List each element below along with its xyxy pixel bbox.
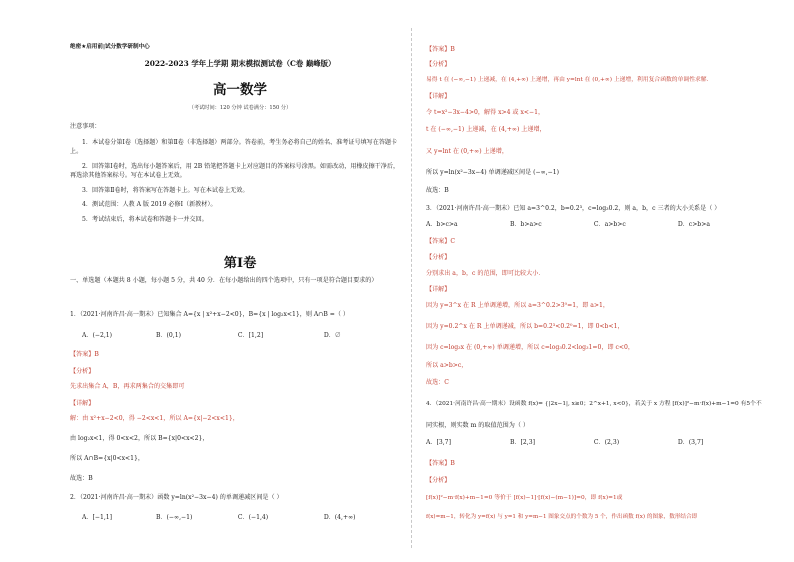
option: B．[2,3] (509, 439, 535, 446)
notice-list (70, 138, 400, 229)
option: D．(3,7] (677, 439, 704, 446)
detail-line: 故选：C (426, 379, 449, 386)
option: C．(−1,4) (237, 514, 269, 521)
detail-line: 又 y=lnt 在 (0,+∞) 上递增， (426, 148, 508, 155)
detail-line: 因为 y=0.2^x 在 R 上单调递减，所以 b=0.2³<0.2⁰=1，即 0<b<1， (426, 323, 624, 330)
question-4-stem: 4．（2021·河南许昌·高一期末）设函数 f(x)= {|2x−1|, x≥0；2^x+1, x<0}，若关于 x 方程 [f(x)]²−m·f(x)+m−1=0 有5个不 (426, 401, 762, 407)
question-2-options (82, 512, 402, 521)
detail-label: 【详解】 (70, 400, 95, 407)
answer-label: 【答案】C (426, 238, 456, 245)
option: D．∅ (323, 332, 341, 339)
detail-line: 所以 a>b>c， (426, 362, 468, 369)
option: B．(0,1) (155, 332, 181, 339)
detail-line: 所以 A∩B={x|0<x<1}， (70, 455, 144, 462)
answer-label: 【答案】B (426, 460, 455, 467)
detail-line: 故选：B (426, 187, 449, 194)
analysis-label: 【分析】 (426, 254, 451, 261)
option: A．(−2,1) (82, 332, 113, 339)
section-intro: 一、单选题（本题共 8 小题，每小题 5 分，共 40 分．在每小题给出的四个选项中，只有一项是符合题目要求的） (70, 277, 378, 284)
subject-title: 高一数学 (213, 82, 267, 98)
secret-label: 绝密★启用前|试分数学研制中心 (70, 44, 150, 50)
question-4-options (426, 437, 756, 446)
notice-item: 2．回答第Ⅰ卷时，选出每小题答案后，用 2B 铅笔把答题卡上对应题目的答案标号涂黑。如需改动，用橡皮擦干净后，再选涂其他答案标号。写在本试卷上无效。 (70, 162, 400, 179)
detail-label: 【详解】 (426, 286, 451, 293)
exam-meta: （考试时间：120 分钟 试卷满分：150 分） (188, 105, 292, 111)
answer-label: 【答案】B (70, 351, 99, 358)
detail-line: 因为 y=3^x 在 R 上单调递增，所以 a=3^0.2>3⁰=1，即 a>1， (426, 302, 609, 309)
question-3-stem: 3．（2021·河南许昌·高一期末）已知 a=3^0.2，b=0.2³，c=log₃0.2，则 a，b，c 三者的大小关系是（ ） (426, 205, 721, 212)
analysis-text: 先求出集合 A，B，再求两集合的交集即可 (70, 383, 185, 390)
detail-line: t 在 (−∞,−1) 上递减，在 (4,+∞) 上递增， (426, 126, 546, 133)
detail-label: 【详解】 (426, 93, 451, 100)
analysis-label: 【分析】 (426, 477, 451, 484)
column-divider (411, 28, 412, 548)
analysis-text: f(x)=m−1，转化为 y=f(x) 与 y=1 和 y=m−1 图象交点的个数为 5 个，作出函数 f(x) 的图象，数形结合即 (426, 514, 698, 520)
option: C．[1,2] (237, 332, 264, 339)
option: D．c>b>a (677, 221, 710, 228)
detail-line: 故选：B (70, 475, 93, 482)
question-2-stem: 2．（2021·河南许昌·高一期末）函数 y=ln(x²−3x−4) 的单调递减区间是（ ） (70, 494, 283, 501)
option: C．a>b>c (593, 221, 626, 228)
question-1-options (82, 330, 402, 339)
option: A．[−1,1] (82, 514, 113, 521)
analysis-label: 【分析】 (426, 61, 451, 68)
detail-line: 令 t=x²−3x−4>0，解得 x>4 或 x<−1， (426, 109, 545, 116)
option: A．[3,7] (426, 439, 451, 446)
detail-line (70, 413, 239, 422)
analysis-text: [f(x)]²−m·f(x)+m−1=0 等价于 [f(x)−1]·[f(x)−(m−1)]=0，即 f(x)=1或 (426, 495, 623, 501)
option: C．(2,3) (593, 439, 620, 446)
option: D．(4,+∞) (323, 514, 356, 521)
analysis-label: 【分析】 (70, 368, 95, 375)
detail-text: 解：由 x²+x−2<0，得 −2<x<1，所以 A={x|−2<x<1}， (70, 415, 239, 422)
detail-line: 因为 c=log₃x 在 (0,+∞) 单调递增，所以 c=log₃0.2<log₃1=0，即 c<0， (426, 344, 635, 351)
question-4-stem-cont: 同实根，则实数 m 的取值范围为（ ） (426, 422, 529, 429)
detail-line: 由 log₂x<1，得 0<x<2，所以 B={x|0<x<2}， (70, 435, 209, 442)
notice-heading: 注意事项： (70, 123, 101, 130)
volume-title: 第Ⅰ卷 (223, 256, 257, 271)
notice-item: 5．考试结束后，将本试卷和答题卡一并交回。 (82, 215, 208, 223)
option: B．(−∞,−1) (155, 514, 193, 521)
notice-item: 3．回答第Ⅱ卷时，将答案写在答题卡上。写在本试卷上无效。 (82, 186, 249, 194)
option: B．b>a>c (509, 221, 542, 228)
detail-line: 所以 y=ln(x²−3x−4) 单调递减区间是 (−∞,−1) (426, 169, 559, 176)
option: A．b>c>a (426, 221, 458, 228)
analysis-text: 分别求出 a，b，c 的范围，即可比较大小． (426, 270, 545, 277)
notice-item: 4．测试范围：人教 A 版 2019 必修Ⅰ（新教材）。 (82, 201, 217, 209)
question-1-stem: 1．（2021·河南许昌·高一期末）已知集合 A={x | x²+x−2<0}，B={x | log₂x<1}，则 A∩B =（ ） (70, 311, 350, 318)
exam-title: 2022-2023 学年上学期 期末模拟测试卷（C卷 巅峰版） (144, 59, 336, 68)
answer-label: 【答案】B (426, 46, 455, 53)
question-3-options (426, 219, 756, 228)
analysis-text: 易得 t 在 (−∞,−1) 上递减，在 (4,+∞) 上递增，再由 y=lnt 在 (0,+∞) 上递增，利用复合函数的单调性求解． (426, 77, 713, 83)
notice-item: 1．本试卷分第Ⅰ卷（选择题）和第Ⅱ卷（非选择题）两部分。答卷前，考生务必将自己的姓名、准考证号填写在答题卡上。 (70, 139, 398, 156)
